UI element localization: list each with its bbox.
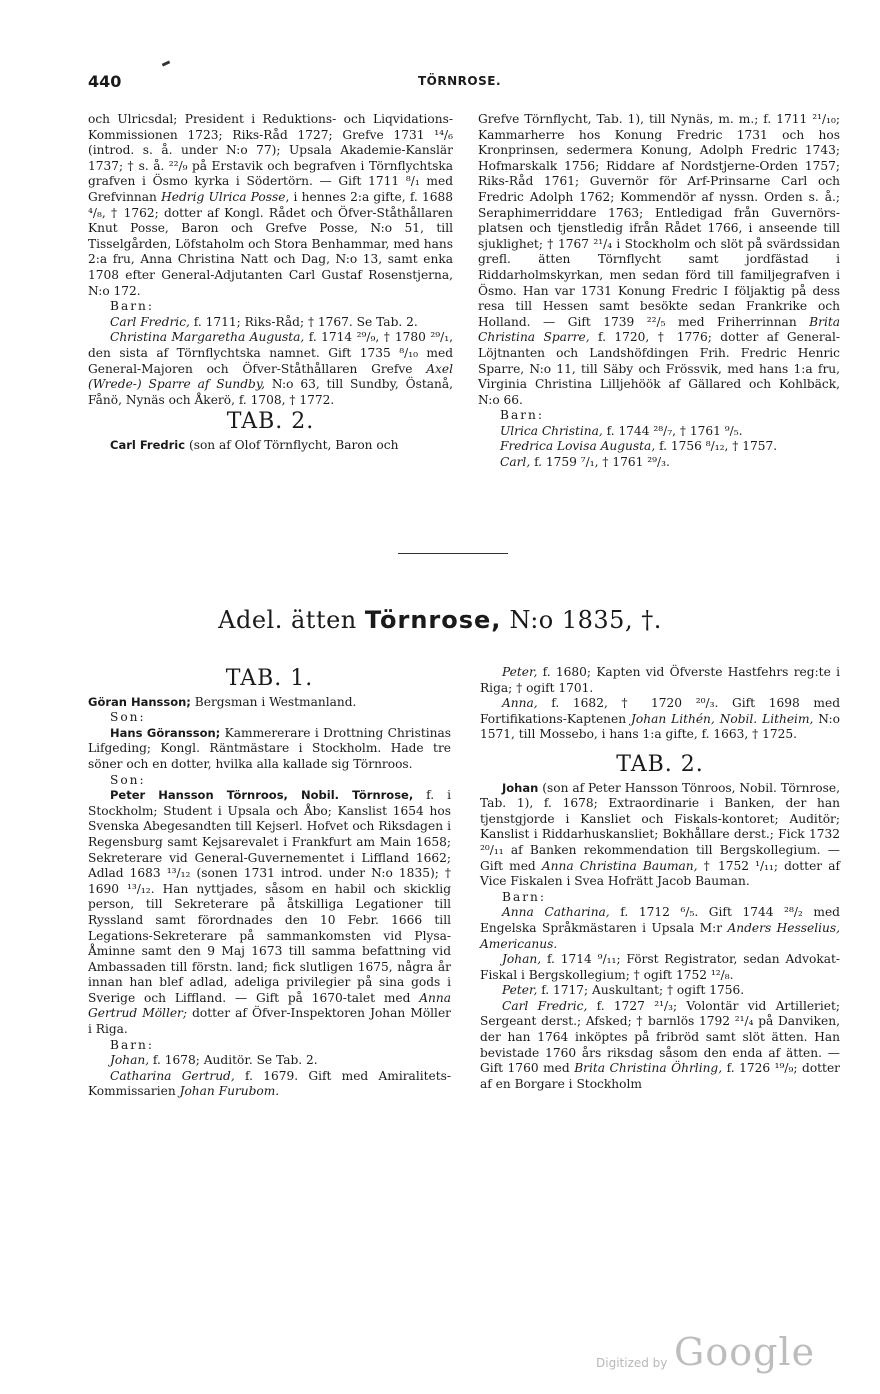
top-right-column bbox=[478, 112, 840, 471]
running-title: TÖRNROSE. bbox=[418, 74, 502, 88]
spouse-name: Hedrig Ulrica Posse bbox=[161, 189, 286, 204]
entry: Peter Hansson Törnroos, Nobil. Törnrose, f. i Stockholm; Student i Upsala och Åbo; Kanslist 1654 hos Svenska Abegesandten till Kejserl. Hofvet och Riksdagen i Regensburg samt Kejsarevalet i Frankfurt am Main 1658; Sekreterare vid General-Guvernementet i Liffland 1662; Adlad 1683 ¹³/₁₂ (sonen 1731 introd. under N:o 1835); † 1690 ¹³/₁₂. Han nyttjades, såsom en habil och skicklig person, till Sekreterare på åtskilliga Legationer till Ryssland samt förordnades den 10 Febr. 1666 till Legations-Sekreterare på sammankomsten vid Plysa-Åminne samt den 9 Maj 1673 till samma befattning vid Ambassaden till förstn. land; fick slutligen 1675, några år innan han blef adlad, adeliga privilegier på sina gods i Sverige och Liffland. — Gift på 1670-talet med Anna Gertrud Möller; dotter af Öfver-Inspektoren Johan Möller i Riga. bbox=[88, 788, 451, 1037]
tab-heading: TAB. 2. bbox=[616, 751, 704, 777]
child-entry: Ulrica Christina, f. 1744 ²⁸/₇, † 1761 ⁹/₅. bbox=[500, 423, 743, 438]
top-left-column bbox=[88, 112, 453, 453]
children-label: Barn: bbox=[110, 299, 155, 314]
ink-mark bbox=[162, 60, 171, 66]
child-entry: Christina Margaretha Augusta, f. 1714 ²⁹/₉, † 1780 ²⁹/₁, den sista af Törnflychtska namnet. Gift 1735 ⁸/₁₀ med General-Majoren och Öfver-Ståthållaren Grefve Axel (Wrede-) Sparre af Sundby, N:o 63, till Sundby, Östanå, Fånö, Nynäs och Åkerö, f. 1708, † 1772. bbox=[88, 330, 454, 407]
entry: Göran Hansson; Bergsman i Westmanland. bbox=[88, 694, 357, 709]
entry: Hans Göransson; Kammererare i Drottning Christinas Lifgeding; Kongl. Räntmästare i Stockholm. Hade tre söner och en dotter, hvilka alla kallade sig Törnroos. bbox=[88, 725, 451, 771]
child-entry: Carl Fredric, f. 1727 ²¹/₃; Volontär vid Artilleriet; Sergeant derst.; Afsked; † barnlös 1792 ²¹/₄ på Danviken, der han 1764 inköptes på fribröd samt slöt ätten. Han bevistade 1760 års riksdag såsom den enda af ätten. — Gift 1760 med Brita Christina Öhrling, f. 1726 ¹⁹/₉; dotter af en Borgare i Stockholm bbox=[480, 998, 840, 1091]
child-entry: Peter, f. 1717; Auskultant; † ogift 1756. bbox=[502, 983, 745, 998]
child-entry: Fredrica Lovisa Augusta, f. 1756 ⁸/₁₂, † 1757. bbox=[500, 439, 778, 454]
child-entry: Carl Fredric, f. 1711; Riks-Råd; † 1767. Se Tab. 2. bbox=[110, 314, 418, 329]
entry-continuation: och Ulricsdal; President i Reduktions- och Liqvidations-Kommissionen 1723; Riks-Råd 1727; Grefve 1731 ¹⁴/₆ (introd. s. å. under N:o 77); Upsala Akademie-Kanslär 1737; † s. å. ²²/₉ på Erstavik och begrafven i Törnflychtska grafven i Ösmo kyrka i Södertörn. — Gift 1711 ⁸/₁ med Grefvinnan Hedrig Ulrica Posse, i hennes 2:a gifte, f. 1688 ⁴/₈, † 1762; dotter af Kongl. Rådet och Öfver-Ståthållaren Knut Posse, Baron och Grefve Posse, N:o 51, till Tisselgården, Löfstaholm och Stora Benhammar, med hans 2:a fru, Anna Christina Natt och Dag, N:o 13, samt enka 1708 efter General-Adjutanten Carl Gustaf Rosenstjerna, N:o 172. bbox=[88, 112, 454, 298]
family-name: Törnrose, bbox=[364, 606, 502, 634]
child-entry: Catharina Gertrud, f. 1679. Gift med Amiralitets-Kommissarien Johan Furubom. bbox=[88, 1068, 451, 1099]
page-number: 440 bbox=[88, 72, 122, 91]
page-header bbox=[88, 72, 840, 94]
children-label: Barn: bbox=[502, 889, 547, 904]
watermark-prefix: Digitized by bbox=[596, 1356, 668, 1370]
bottom-right-column bbox=[480, 665, 840, 1092]
entry-continuation: Grefve Törnflycht, Tab. 1), till Nynäs, m. m.; f. 1711 ²¹/₁₀; Kammarherre hos Konung Fredric 1731 och hos Kronprinsen, sedermera Konung, Adolph Fredric 1743; Hofmarskalk 1756; Riddare af Nordstjerne-Orden 1757; Riks-Råd 1761; Guvernör för Arf-Prinsarne Carl och Fredric Adolph 1762; Kommendör af nyssn. Orden s. å.; Seraphimerriddare 1763; Entledigad från Guvernörs-platsen och tjenstledig ifrån Rådet 1766, i anseende till sjuklighet; † 1767 ²¹/₄ i Stockholm och slöt på svärdssidan grefl. ätten Törnflycht samt jordfästad i Riddarholmskyrkan, men sedan förd till familjegrafven i Ösmo. Han var 1731 Konung Fredric I följaktig på dess resa till Hessen samt besökte sedan Frankrike och Holland. — Gift 1739 ²²/₅ med Friherrinnan Brita Christina Sparre, f. 1720, † 1776; dotter af General-Löjtnanten och Landshöfdingen Frih. Fredric Henric Sparre, N:o 11, till Säby och Frössvik, med hans 1:a fru, Virginia Christina Lilljehöök af Gällared och Kohlbäck, N:o 66. bbox=[478, 112, 841, 407]
google-logo: Google bbox=[674, 1330, 816, 1374]
section-divider bbox=[398, 553, 508, 554]
children-label: Barn: bbox=[110, 1037, 155, 1052]
children-label: Barn: bbox=[500, 408, 545, 423]
child-entry: Johan, f. 1678; Auditör. Se Tab. 2. bbox=[110, 1053, 318, 1068]
digitized-by-google-watermark bbox=[596, 1330, 836, 1380]
son-label: Son: bbox=[110, 710, 146, 725]
child-entry: Carl, f. 1759 ⁷/₁, † 1761 ²⁹/₃. bbox=[500, 455, 670, 470]
tab-entry: Carl Fredric (son af Olof Törnflycht, Baron och bbox=[110, 437, 399, 452]
child-entry: Anna Catharina, f. 1712 ⁶/₅. Gift 1744 ²⁸/₂ med Engelska Språkmästaren i Upsala M:r Anders Hesselius, Americanus. bbox=[480, 905, 840, 951]
child-entry: Johan, f. 1714 ⁹/₁₁; Först Registrator, sedan Advokat-Fiskal i Bergskollegium; † ogift 1752 ¹²/₈. bbox=[480, 952, 840, 982]
child-entry: Anna, f. 1682, † 1720 ²⁰/₃. Gift 1698 med Fortifikations-Kaptenen Johan Lithén, Nobil. Litheim, N:o 1571, till Mossebo, i hans 1:a gifte, f. 1663, † 1725. bbox=[480, 696, 840, 742]
son-label: Son: bbox=[110, 772, 146, 787]
tab-heading: TAB. 1. bbox=[225, 666, 314, 691]
entry: Johan (son af Peter Hansson Tönroos, Nobil. Törnrose, Tab. 1), f. 1678; Extraordinarie i Banken, der han tjenstgjorde i Kansliet och Fiskals-kontoret; Auditör; Kanslist i Riddarhuskansliet; Bokhållare derst.; Fick 1732 ²⁰/₁₁ af Banken rekommendation till Bergskollegium. — Gift med Anna Christina Bauman, † 1752 ¹/₁₁; dotter af Vice Fiskalen i Svea Hofrätt Jacob Bauman. bbox=[480, 780, 840, 889]
tab-heading: TAB. 2. bbox=[226, 409, 315, 435]
child-entry: Peter, f. 1680; Kapten vid Öfverste Hastfehrs reg:te i Riga; † ogift 1701. bbox=[480, 665, 840, 695]
section-title: Adel. ätten Törnrose, N:o 1835, †. bbox=[218, 606, 662, 634]
spouse-name: Brita Christina Sparre, bbox=[478, 314, 841, 345]
bottom-left-column bbox=[88, 665, 451, 1100]
